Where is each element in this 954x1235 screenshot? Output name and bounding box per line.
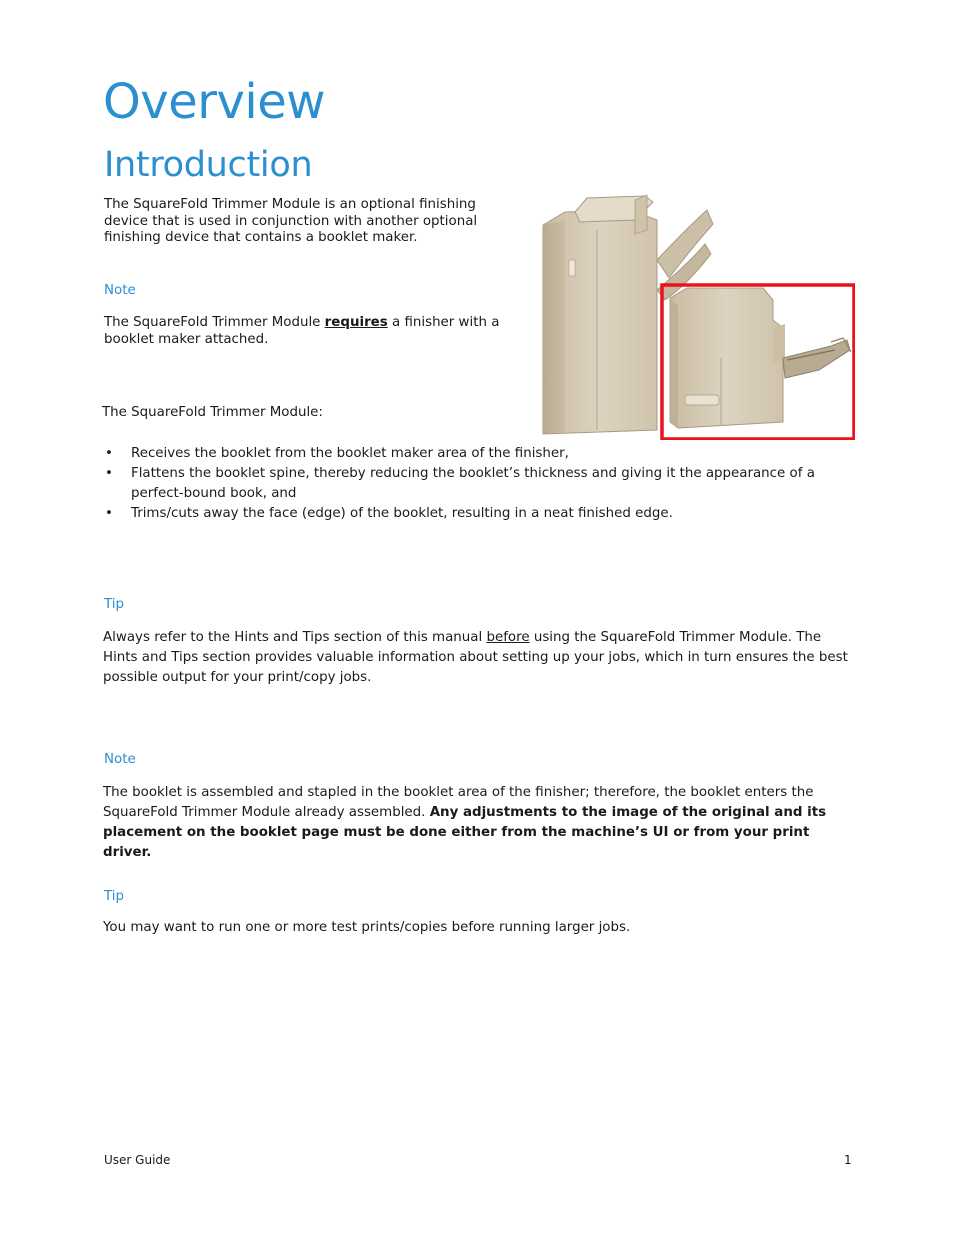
squarefold-trimmer-illustration: [535, 190, 855, 440]
tip-text-start: Always refer to the Hints and Tips section of this manual: [103, 630, 487, 645]
module-lead-text: The SquareFold Trimmer Module:: [102, 405, 323, 420]
note-label: Note: [104, 283, 136, 298]
tip-paragraph: You may want to run one or more test prints/copies before running larger jobs.: [103, 920, 631, 935]
requires-emphasis: requires: [324, 315, 388, 330]
bullet-text: Trims/cuts away the face (edge) of the booklet, resulting in a neat finished edge.: [131, 506, 673, 521]
tip-text-end: using the SquareFold Trimmer Module. The Hints and Tips section provides valuable information about setting up your jobs, which in turn ensures the best possible output for your print/copy jobs.: [103, 630, 848, 685]
note-bold-text: Any adjustments to the image of the original and its placement on the booklet page must be done either from the machine’s UI or from your print driver.: [103, 805, 827, 860]
note-label: Note: [104, 752, 136, 767]
tip-label: Tip: [104, 597, 124, 612]
section-heading: Introduction: [104, 145, 313, 185]
note-paragraph: [104, 315, 524, 348]
page-title: Overview: [103, 74, 325, 130]
list-item: • Trims/cuts away the face (edge) of the booklet, resulting in a neat finished edge.: [105, 506, 673, 521]
list-item: • Receives the booklet from the booklet maker area of the finisher,: [105, 446, 569, 461]
page-number: 1: [844, 1153, 852, 1167]
intro-paragraph: The SquareFold Trimmer Module is an optional finishing device that is used in conjunction with another optional finishing device that contains a booklet maker.: [104, 197, 478, 245]
tip-paragraph: [103, 628, 853, 688]
footer-left: User Guide: [104, 1153, 171, 1167]
bullet-text: Receives the booklet from the booklet maker area of the finisher,: [131, 446, 569, 461]
note-text: The booklet is assembled and stapled in the booklet area of the finisher; therefore, the booklet enters the SquareFold Trimmer Module already assembled.: [103, 785, 814, 820]
tip-label: Tip: [104, 889, 124, 904]
bullet-text: Flattens the booklet spine, thereby reducing the booklet’s thickness and giving it the appearance of a perfect-bound book, and: [131, 466, 815, 501]
feature-list: [104, 444, 834, 524]
note-text-start: The SquareFold Trimmer Module: [104, 315, 325, 330]
note-text-end: a finisher with a booklet maker attached.: [104, 315, 500, 347]
note-paragraph: [103, 783, 853, 863]
list-item: • Flattens the booklet spine, thereby reducing the booklet’s thickness and giving it the appearance of a perfect-bound book, and: [105, 466, 815, 501]
before-emphasis: before: [486, 630, 530, 645]
